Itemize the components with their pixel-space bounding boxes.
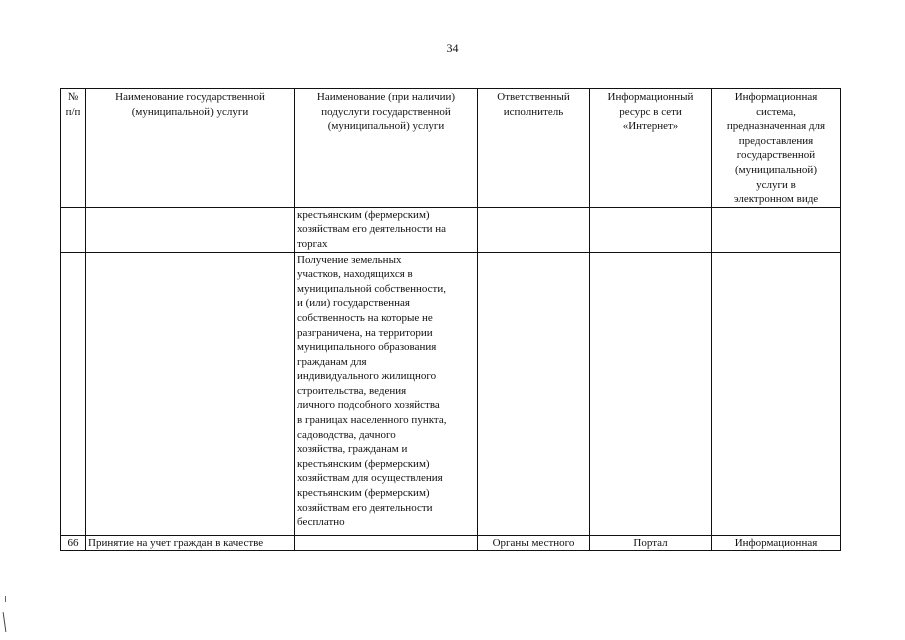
cell-subservice: Получение земельных участков, находящихся в муниципальной собственности, и (или) государственная собственность на которые не разграничена, на территории муниципального образования гражданам для индивидуального жилищного строительства, ведения личного подсобного хозяйства в границах населенного пункта, садоводства, дачного хозяйства, гражданам и крестьянским (фермерским) хозяйствам для осуществления крестьянским (фермерским) хозяйствам его деятельности бесплатно (295, 252, 478, 535)
cell-executor (478, 207, 590, 252)
scan-artifact (3, 612, 8, 632)
cell-executor: Органы местного (478, 535, 590, 551)
cell-subservice (295, 535, 478, 551)
cell-system: Информационная (712, 535, 841, 551)
cell-resource: Портал (590, 535, 712, 551)
header-subservice-name: Наименование (при наличии) подуслуги государственной (муниципальной) услуги (295, 89, 478, 208)
cell-executor (478, 252, 590, 535)
cell-resource (590, 207, 712, 252)
table-row (61, 252, 841, 535)
page-number: 34 (446, 41, 459, 55)
table-row (61, 535, 841, 551)
header-internet-resource: Информационный ресурс в сети «Интернет» (590, 89, 712, 208)
cell-number: 66 (61, 535, 86, 551)
header-service-name: Наименование государственной (муниципальной) услуги (86, 89, 295, 208)
table-row (61, 207, 841, 252)
header-information-system: Информационная система, предназначенная для предоставления государственной (муниципальной) услуги в электронном виде (712, 89, 841, 208)
header-number: № п/п (61, 89, 86, 208)
cell-number (61, 207, 86, 252)
cell-system (712, 207, 841, 252)
cell-subservice: крестьянским (фермерским) хозяйствам его деятельности на торгах (295, 207, 478, 252)
cell-number (61, 252, 86, 535)
scan-artifact (5, 596, 7, 602)
cell-system (712, 252, 841, 535)
table-header-row (61, 89, 841, 208)
cell-resource (590, 252, 712, 535)
header-executor: Ответственный исполнитель (478, 89, 590, 208)
cell-service: Принятие на учет граждан в качестве (86, 535, 295, 551)
cell-service (86, 207, 295, 252)
services-table (60, 88, 841, 551)
cell-service (86, 252, 295, 535)
